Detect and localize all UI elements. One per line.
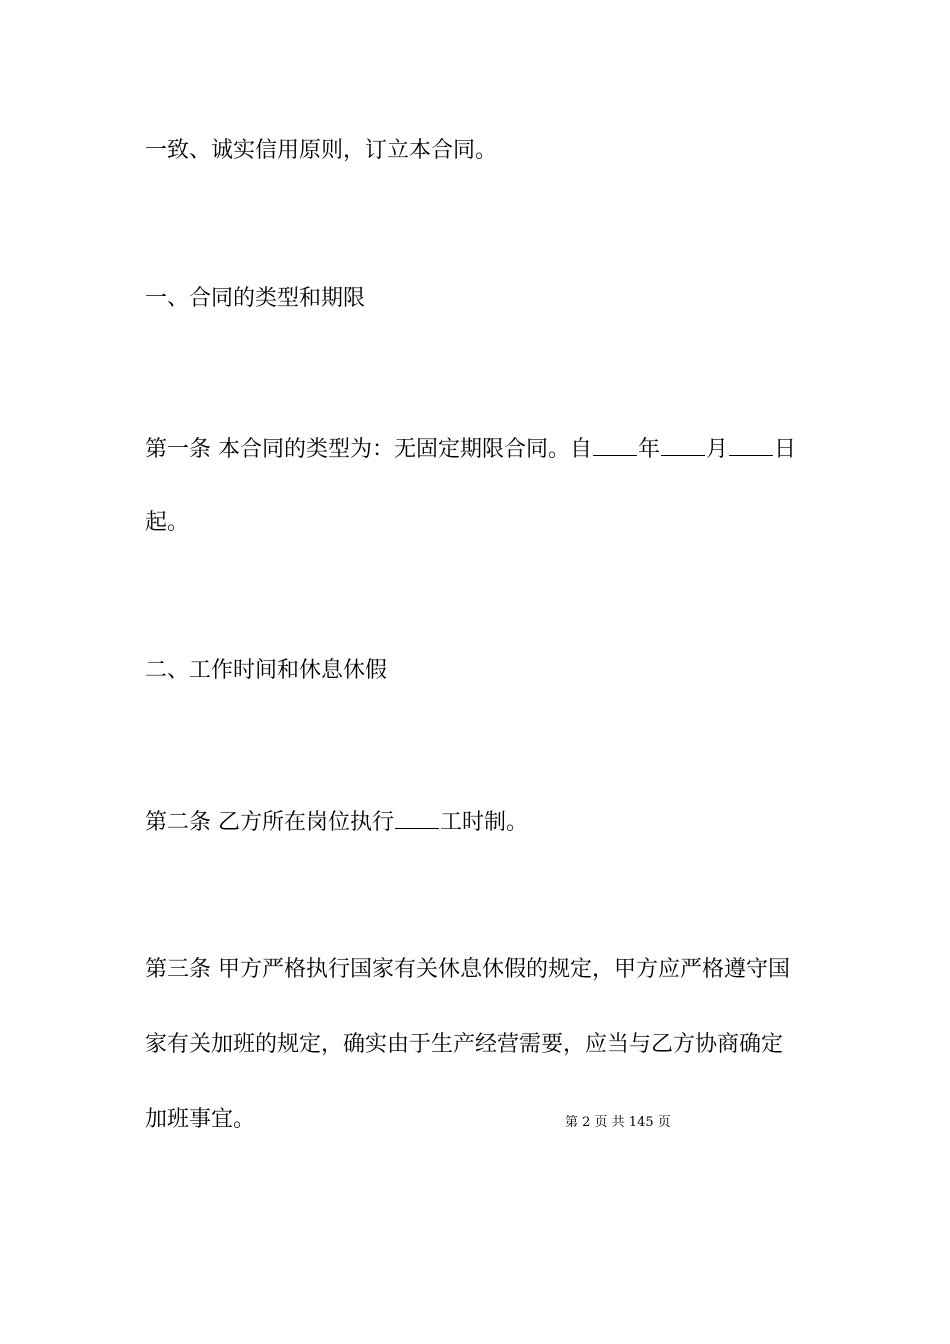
intro-tail-text: 一致、诚实信用原则，订立本合同。 — [145, 138, 498, 163]
work-hour-blank — [395, 806, 439, 829]
day-blank — [729, 433, 773, 456]
day-label: 日 — [774, 437, 797, 462]
article1-line — [145, 433, 796, 465]
page-number-footer: 第 2 页 共 145 页 — [565, 1115, 671, 1130]
article3-line-3: 加班事宜。 — [145, 1107, 256, 1132]
article1-end: 起。 — [145, 510, 190, 535]
month-label: 月 — [706, 437, 729, 462]
article2-lead: 第二条 乙方所在岗位执行 — [145, 810, 394, 835]
article2-line — [145, 806, 528, 838]
article3-line-2: 家有关加班的规定，确实由于生产经营需要，应当与乙方协商确定 — [145, 1032, 784, 1057]
year-label: 年 — [638, 437, 661, 462]
year-blank — [593, 433, 637, 456]
section2-heading: 二、工作时间和休息休假 — [145, 658, 388, 683]
article2-tail: 工时制。 — [440, 810, 529, 835]
article3-line-1: 第三条 甲方严格执行国家有关休息休假的规定，甲方应严格遵守国 — [145, 957, 790, 982]
section1-heading: 一、合同的类型和期限 — [145, 286, 366, 311]
article1-lead: 第一条 本合同的类型为：无固定期限合同。自 — [145, 437, 592, 462]
month-blank — [661, 433, 705, 456]
